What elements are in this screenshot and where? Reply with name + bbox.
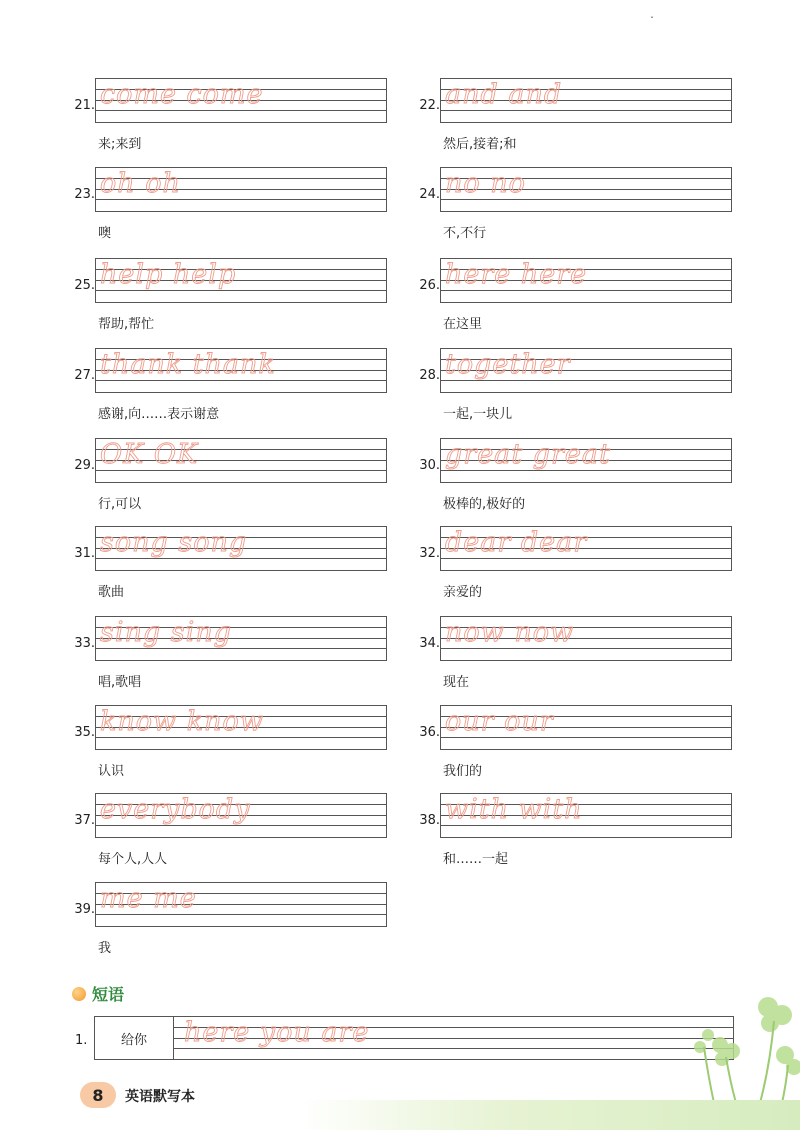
page-number: 8 (92, 1085, 104, 1105)
entry-number: 34. (419, 636, 440, 651)
trace-word: everybody (100, 794, 251, 825)
page-number-badge (80, 1082, 116, 1108)
word-entry-27 (60, 348, 370, 428)
section-title: 短语 (92, 985, 125, 1004)
trace-word: with with (445, 794, 583, 825)
word-meaning: 然后,接着;和 (443, 137, 517, 152)
entry-number: 28. (419, 368, 440, 383)
phrase-chinese: 给你 (120, 1032, 147, 1048)
trace-word: sing sing (100, 617, 232, 648)
word-meaning: 歌曲 (98, 585, 125, 600)
word-entry-21 (60, 78, 370, 158)
trace-word: together (445, 349, 571, 380)
word-meaning: 现在 (443, 675, 470, 690)
trace-word: oh oh (100, 168, 181, 199)
trace-word: help help (100, 259, 237, 290)
entry-number: 39. (74, 902, 95, 917)
bullet-dot-icon (72, 987, 86, 1001)
word-meaning: 噢 (98, 226, 112, 241)
word-meaning: 我们的 (443, 764, 483, 779)
word-entry-32 (405, 526, 715, 606)
word-meaning: 行,可以 (98, 497, 142, 512)
word-meaning: 不,不行 (443, 226, 487, 241)
word-entry-31 (60, 526, 370, 606)
word-entry-23 (60, 167, 370, 247)
trace-word: thank thank (100, 349, 276, 380)
trace-word: OK OK (100, 439, 199, 470)
word-meaning: 在这里 (443, 317, 483, 332)
entry-number: 30. (419, 458, 440, 473)
phrase-trace: here you are (184, 1017, 370, 1048)
phrase-number: 1. (75, 1033, 88, 1048)
word-meaning: 一起,一块儿 (443, 407, 513, 422)
trace-word: me me (100, 883, 197, 914)
entry-number: 31. (74, 546, 95, 561)
word-entry-28 (405, 348, 715, 428)
entry-number: 26. (419, 278, 440, 293)
entry-number: 22. (419, 98, 440, 113)
word-meaning: 极棒的,极好的 (443, 497, 526, 512)
word-entry-29 (60, 438, 370, 518)
entry-number: 29. (74, 458, 95, 473)
word-meaning: 唱,歌唱 (98, 675, 142, 690)
word-entry-33 (60, 616, 370, 696)
word-meaning: 我 (98, 941, 112, 956)
entry-number: 27. (74, 368, 95, 383)
word-entry-37 (60, 793, 370, 873)
entry-number: 32. (419, 546, 440, 561)
word-entry-22 (405, 78, 715, 158)
trace-word: great great (445, 439, 611, 470)
word-meaning: 每个人,人人 (98, 852, 168, 867)
trace-word: now now (445, 617, 575, 648)
word-meaning: 亲爱的 (443, 585, 483, 600)
trace-word: here here (445, 259, 588, 290)
trace-word: no no (445, 168, 526, 199)
word-entry-34 (405, 616, 715, 696)
scan-mark: ˇ (650, 16, 654, 25)
entry-number: 25. (74, 278, 95, 293)
book-title: 英语默写本 (125, 1089, 195, 1105)
word-entry-36 (405, 705, 715, 785)
clover-decoration-icon (690, 985, 800, 1105)
trace-word: know know (100, 706, 264, 737)
word-entry-30 (405, 438, 715, 518)
word-entry-35 (60, 705, 370, 785)
entry-number: 35. (74, 725, 95, 740)
entry-number: 24. (419, 187, 440, 202)
entry-number: 37. (74, 813, 95, 828)
entry-number: 23. (74, 187, 95, 202)
entry-number: 21. (74, 98, 95, 113)
word-entry-38 (405, 793, 715, 873)
phrase-chinese-cell (94, 1016, 174, 1060)
trace-word: our our (445, 706, 554, 737)
word-meaning: 和……一起 (443, 852, 509, 867)
word-meaning: 认识 (98, 764, 125, 779)
word-entry-25 (60, 258, 370, 338)
word-entry-39 (60, 882, 370, 962)
trace-word: and and (445, 79, 563, 110)
word-entry-26 (405, 258, 715, 338)
trace-word: song song (100, 527, 248, 558)
trace-word: come come (100, 79, 264, 110)
entry-number: 33. (74, 636, 95, 651)
word-meaning: 来;来到 (98, 137, 142, 152)
word-entry-24 (405, 167, 715, 247)
word-meaning: 感谢,向……表示谢意 (98, 407, 220, 422)
word-meaning: 帮助,帮忙 (98, 317, 155, 332)
trace-word: dear dear (445, 527, 588, 558)
phrases-section-header (72, 982, 124, 1005)
footer-band (300, 1100, 800, 1130)
entry-number: 38. (419, 813, 440, 828)
entry-number: 36. (419, 725, 440, 740)
